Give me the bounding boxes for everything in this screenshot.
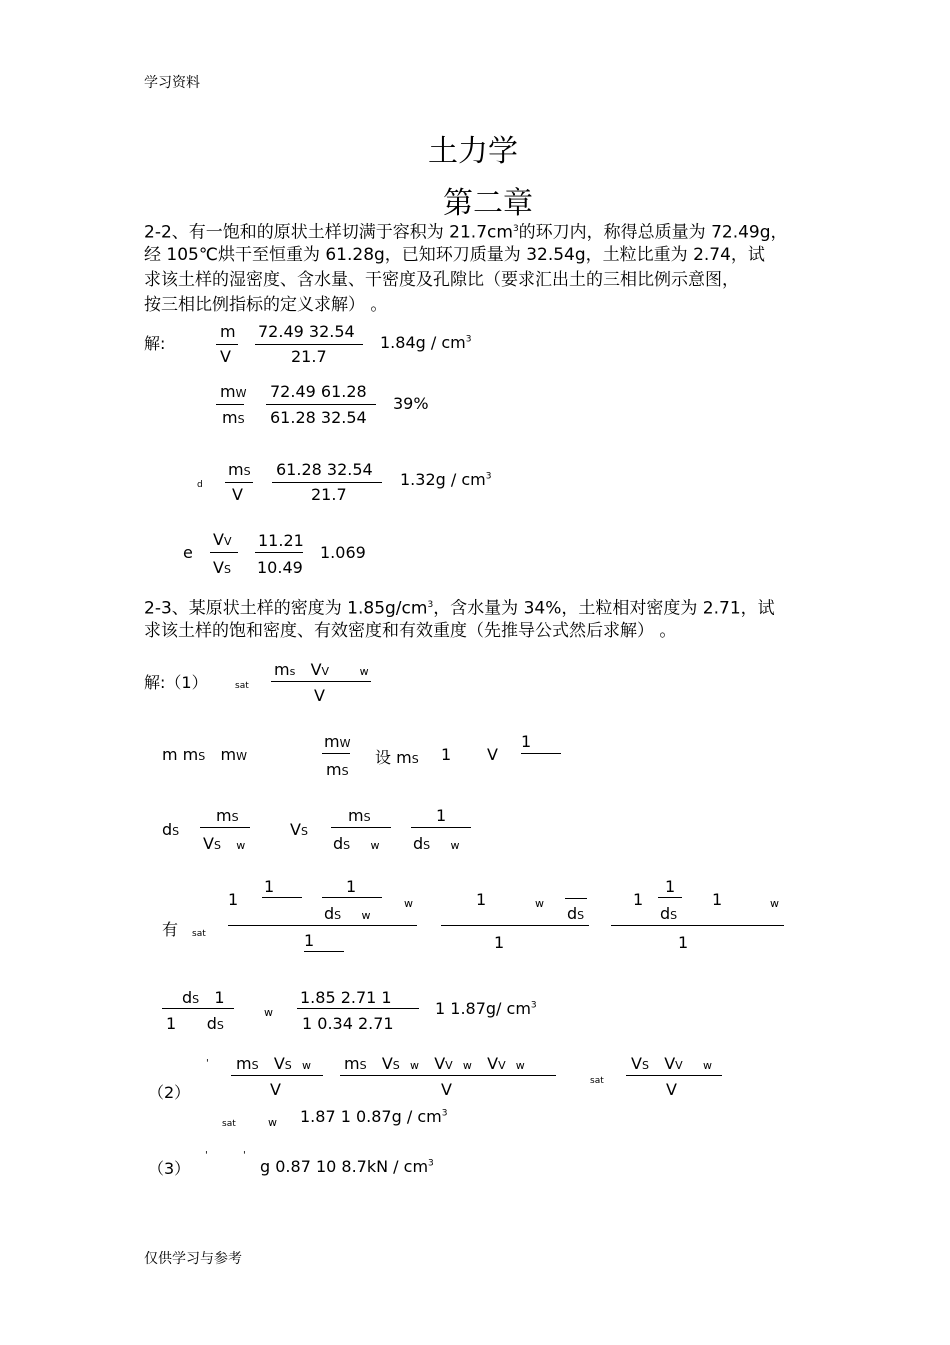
- sol23-r1-vv: V: [310, 660, 322, 679]
- sol23-r1-num: [274, 660, 369, 679]
- sol23-p2-n2-vv2-sub: V: [498, 1059, 506, 1072]
- eq3-num2: 61.28 32.54: [276, 460, 373, 479]
- problem-2-2-line2: 经 105℃烘干至恒重为 61.28g，已知环刀质量为 32.54g，土粒比重为 2.74，试: [144, 245, 765, 265]
- sol23-p2-den1: V: [270, 1080, 281, 1099]
- sol23-r4-a1: 1: [228, 890, 239, 909]
- sol23-r5-res: 1 1.87g/ cm: [435, 999, 531, 1018]
- sol23-r2-ms-sub: S: [341, 765, 349, 778]
- sol23-r5-d-sub: S: [192, 993, 200, 1006]
- eq3-result: [400, 470, 491, 489]
- sol23-r2-mw-sub: W: [339, 737, 351, 750]
- problem-2-3-line1: [144, 593, 775, 621]
- sol23-r2-frac-num: [324, 732, 350, 751]
- sol23-p3-result: [260, 1157, 434, 1176]
- sol23-r3-one: 1: [436, 806, 447, 825]
- sol23-p3-sup: 3: [428, 1158, 434, 1169]
- sol23-p2-sat2: sat: [222, 1119, 236, 1129]
- sol23-p2-bar1: [231, 1075, 323, 1076]
- sol23-r3-bar2: [331, 827, 391, 828]
- sol23-p2-n2-w2: w: [462, 1059, 472, 1072]
- sol23-r3-bar: [200, 827, 250, 828]
- sol23-r3-num2-sub: S: [363, 811, 371, 824]
- sol23-r2-a: m m: [162, 745, 199, 764]
- sol23-r3-vs2: [290, 820, 308, 839]
- eq2-num2: 72.49 61.28: [270, 382, 367, 401]
- sol23-r4-b-ds: d: [567, 904, 578, 923]
- sol23-p2-w2: w: [268, 1116, 277, 1129]
- sol23-r4-c-ds-sub: S: [670, 909, 678, 922]
- sol23-r2-set-sub: S: [411, 753, 419, 766]
- sol23-r4-b1: 1: [476, 890, 487, 909]
- sol23-r4-c-mainbar: [611, 925, 784, 926]
- eq2-result: 39%: [393, 394, 429, 413]
- sol23-p2-n3-w: w: [703, 1059, 713, 1072]
- sol23-r2-one: 1: [441, 745, 452, 764]
- problem-2-3-sup: 3: [427, 600, 434, 610]
- sol23-p2-n3-v: V: [631, 1054, 642, 1073]
- sol23-p2-n2-vv-sub: V: [445, 1059, 453, 1072]
- problem-2-3-line1-b: ，含水量为 34%，土粒相对密度为 2.71，试: [433, 598, 775, 619]
- eq1-res: 1.84g / cm: [380, 333, 466, 352]
- eq2-den2: 61.28 32.54: [270, 408, 367, 427]
- sol23-p3-prime2: ': [243, 1150, 246, 1161]
- sol23-r3-den: [203, 834, 245, 853]
- sol23-r3-vs2-v: V: [290, 820, 301, 839]
- sol23-r3-num: [216, 806, 239, 825]
- sol23-r1-ms-sub: s: [289, 665, 296, 678]
- eq1-den2: 21.7: [291, 347, 327, 366]
- eq1-den: V: [220, 347, 231, 366]
- sol23-r5-one: 1: [214, 988, 225, 1007]
- problem-2-2-line1-a: 2-2、有一饱和的原状土样切满于容积为 21.7cm: [144, 222, 513, 243]
- sol23-r4-a3den: [324, 904, 370, 923]
- sol23-r5-vals-den: 1 0.34 2.71: [302, 1014, 394, 1033]
- sol23-p2-bar2: [340, 1075, 556, 1076]
- sol23-r4-a-den: 1: [304, 931, 315, 950]
- eq4-prefix: e: [183, 543, 193, 562]
- sol23-p2-n2-vv: V: [434, 1054, 446, 1073]
- sol23-r1-ms: m: [274, 660, 290, 679]
- eq4-num2: 11.21: [258, 531, 304, 550]
- sol23-p2-result: [300, 1107, 447, 1126]
- eq1-sup: 3: [465, 334, 472, 345]
- sol23-r2-s: S: [198, 750, 206, 763]
- sol23-r1-w: w: [359, 665, 369, 678]
- sol23-r2-mw: m: [324, 732, 340, 751]
- eq2-den-sub: S: [237, 413, 245, 426]
- sol23-p2-n2-m: m: [344, 1054, 360, 1073]
- sol23-r2-set: [375, 745, 419, 768]
- sol23-r2-b: m: [220, 745, 237, 764]
- sol23-sat: sat: [235, 681, 249, 691]
- sol23-r4-c2: 1: [665, 877, 676, 896]
- eq3-num-sub: S: [243, 465, 251, 478]
- sol23-p2-n2-w: w: [409, 1059, 419, 1072]
- sol23-r4-a3bar: [322, 897, 382, 898]
- sol23-r5-result: [435, 999, 537, 1018]
- sol23-p2-n3-vv: V: [664, 1054, 676, 1073]
- sol23-r2-frac-den: [326, 760, 349, 779]
- eq2-num-m: m: [220, 382, 236, 401]
- sol23-r3-den3-d: d: [413, 834, 424, 853]
- eq3-prefix: d: [197, 480, 203, 490]
- sol23-p2-n1: [236, 1054, 311, 1073]
- sol23-r5-vals-bar: [297, 1008, 419, 1009]
- eq3-sup: 3: [485, 471, 492, 482]
- sol23-r3-den2-d: d: [333, 834, 344, 853]
- sol23-r3-den3: [413, 834, 459, 853]
- page-footer: 仅供学习与参考: [144, 1251, 242, 1267]
- sol23-r3-d: d: [162, 820, 173, 839]
- sol23-r4-cw: w: [770, 897, 779, 910]
- eq4-num-v: V: [213, 530, 224, 549]
- eq3-num: [228, 460, 251, 479]
- sol23-p2-sat: sat: [590, 1076, 604, 1086]
- sol23-r4-a3-ds-sub: S: [334, 909, 342, 922]
- eq2-den: [222, 408, 245, 427]
- sol23-p2-n2-vv2: V: [487, 1054, 499, 1073]
- eq4-den-v: V: [213, 558, 224, 577]
- sol23-r5-vals-num: 1.85 2.71 1: [300, 988, 392, 1007]
- sol23-r2-mass: [162, 745, 247, 764]
- sol23-r3-den2: [333, 834, 379, 853]
- sol23-r5-d: d: [182, 988, 193, 1007]
- sol23-r3-bar3: [411, 827, 471, 828]
- sol23-r3-den2-sub: S: [343, 839, 351, 852]
- sol23-p2-n1-v: V: [273, 1054, 285, 1073]
- chapter-title: 第二章: [443, 186, 533, 221]
- sol23-p2-n1-w: w: [301, 1059, 311, 1072]
- sol23-r4-c-ds: d: [660, 904, 671, 923]
- sol23-r3-ds: [162, 820, 179, 839]
- sol23-r4-c1: 1: [633, 890, 644, 909]
- sol23-p2-n2-v: V: [381, 1054, 393, 1073]
- eq2-bar2: [266, 404, 376, 405]
- sol23-p2-n1-m: m: [236, 1054, 252, 1073]
- eq4-bar2: [255, 552, 303, 553]
- sol23-r4-a2bar: [262, 897, 302, 898]
- sol23-p2-n3-s: S: [641, 1059, 649, 1072]
- sol23-p3-label: （3）: [148, 1159, 191, 1178]
- sol23-r4-a2: 1: [264, 877, 275, 896]
- sol23-r3-vs: V: [203, 834, 214, 853]
- sol23-r2-frac2-num: 1: [521, 732, 532, 751]
- eq4-result: 1.069: [320, 543, 366, 562]
- sol23-p3-res: g 0.87 10 8.7kN / cm: [260, 1157, 429, 1176]
- sol23-p2-n2-vs: S: [392, 1059, 400, 1072]
- sol23-r1-den: V: [314, 686, 325, 705]
- sol23-r4-bbar: [565, 898, 587, 899]
- sol23-p2-n3: [631, 1054, 712, 1073]
- sol23-r2-v: V: [487, 745, 498, 764]
- sol23-r3-den3-sub: S: [423, 839, 431, 852]
- sol23-r5-bar: [162, 1008, 234, 1009]
- sol23-r4-aw: w: [404, 897, 413, 910]
- eq4-bar: [210, 552, 238, 553]
- sol23-r4-b-ds-sub: S: [577, 909, 585, 922]
- sol23-r3-vs-sub: S: [213, 839, 221, 852]
- sol23-r4-you: 有: [162, 920, 179, 939]
- problem-2-3-line1-a: 2-3、某原状土样的密度为 1.85g/cm: [144, 598, 428, 619]
- sol23-r2-set-text: 设 m: [375, 748, 412, 767]
- sol23-r3-num2-m: m: [348, 806, 364, 825]
- sol23-r4-c2bar: [658, 897, 682, 898]
- sol23-p2-n3-vv-sub: V: [675, 1059, 683, 1072]
- problem-2-2-line1-b: 的环刀内，称得总质量为 72.49g，: [518, 222, 788, 243]
- page-header: 学习资料: [144, 75, 200, 91]
- sol23-r5-w: w: [264, 1006, 273, 1019]
- eq4-den2: 10.49: [257, 558, 303, 577]
- sol23-r4-a-mainbar: [228, 925, 417, 926]
- problem-2-2-line3: 求该土样的湿密度、含水量、干密度及孔隙比（要求汇出土的三相比例示意图，: [144, 270, 739, 290]
- sol23-r4-a3-w: w: [361, 909, 371, 922]
- sol23-p3-prime1: ': [205, 1150, 208, 1161]
- eq2-bar: [216, 404, 244, 405]
- sol23-r2-frac-bar: [322, 753, 350, 754]
- eq2-den-m: m: [222, 408, 238, 427]
- eq1-num2: 72.49 32.54: [258, 322, 355, 341]
- problem-2-2-line1: [144, 217, 788, 245]
- sol23-p2-n2-w3: w: [515, 1059, 525, 1072]
- problem-2-2-sup: 3: [512, 224, 519, 234]
- eq4-den: [213, 558, 231, 577]
- sol23-r4-a-denbar: [304, 951, 344, 952]
- sol23-r4-sat: sat: [192, 929, 206, 939]
- sol23-r1-vv-sub: V: [321, 665, 330, 678]
- eq2-num: [220, 382, 246, 401]
- sol23-p2-n1-s: S: [251, 1059, 259, 1072]
- sol23-r3-d-sub: S: [172, 825, 180, 838]
- problem-2-3-line2: 求该土样的饱和密度、有效密度和有效重度（先推导公式然后求解） 。: [144, 621, 677, 641]
- eq4-num-sub: V: [223, 535, 232, 548]
- sol23-r4-bw: w: [535, 897, 544, 910]
- sol23-r2-w: W: [236, 750, 247, 763]
- sol23-r5-sup: 3: [530, 1000, 537, 1011]
- eq4-num: [213, 530, 231, 549]
- sol23-r4-b-den: 1: [494, 933, 505, 952]
- problem-2-2-line4: 按三相比例指标的定义求解） 。: [144, 295, 388, 315]
- sol23-r4-a3-ds: d: [324, 904, 335, 923]
- sol23-r3-ms-sub: S: [231, 811, 239, 824]
- sol23-p2-label: （2）: [148, 1083, 191, 1102]
- eq3-num-m: m: [228, 460, 244, 479]
- sol23-r3-w: w: [236, 839, 246, 852]
- eq4-den-sub: S: [223, 563, 231, 576]
- eq1-num: m: [220, 322, 236, 341]
- sol23-p2-bar3: [626, 1075, 722, 1076]
- sol23-r4-c3: 1: [712, 890, 723, 909]
- sol23-r4-c2den: [660, 904, 677, 923]
- sol23-r2-ms: m: [326, 760, 342, 779]
- sol23-p2-prime: ': [206, 1058, 209, 1069]
- sol23-r3-den2-w: w: [370, 839, 380, 852]
- sol23-r4-a3: 1: [346, 877, 357, 896]
- sol23-r4-bden: [567, 904, 584, 923]
- sol23-p2-sup: 3: [441, 1108, 448, 1119]
- eq3-res: 1.32g / cm: [400, 470, 486, 489]
- sol23-r3-vs2-sub: S: [300, 825, 308, 838]
- solution-label: 解:: [144, 334, 166, 353]
- sol23-r1-bar: [271, 681, 371, 682]
- eq1-result: [380, 333, 471, 352]
- sol23-r5-den-d: d: [206, 1014, 217, 1033]
- sol23-r3-den3-w: w: [450, 839, 460, 852]
- eq2-num-sub: W: [235, 387, 247, 400]
- sol23-p2-n2-s: S: [359, 1059, 367, 1072]
- sol23-p2-den2: V: [441, 1080, 452, 1099]
- eq3-den2: 21.7: [311, 485, 347, 504]
- sol23-r3-num2: [348, 806, 371, 825]
- sol23-p2-den3: V: [666, 1080, 677, 1099]
- sol23-p2-n1-vs: S: [284, 1059, 292, 1072]
- eq3-bar: [225, 482, 253, 483]
- sol23-r4-b-mainbar: [441, 925, 589, 926]
- sol23-r5-den-d-sub: S: [216, 1019, 224, 1032]
- sol23-r2-frac2-bar: [521, 753, 561, 754]
- sol23-r5-den: [166, 1014, 224, 1033]
- sol23-r4-c-den: 1: [678, 933, 689, 952]
- eq1-bar: [216, 344, 238, 345]
- sol23-r5-num: [182, 988, 225, 1007]
- sol23-p2-res: 1.87 1 0.87g / cm: [300, 1107, 442, 1126]
- sol23-p2-n2: [344, 1054, 525, 1073]
- page-title: 土力学: [428, 134, 518, 169]
- eq3-bar2: [272, 482, 382, 483]
- sol23-label: 解:（1）: [144, 673, 208, 692]
- eq3-den: V: [232, 485, 243, 504]
- eq1-bar2: [255, 344, 363, 345]
- sol23-r5-den-one: 1: [166, 1014, 177, 1033]
- sol23-r3-ms: m: [216, 806, 232, 825]
